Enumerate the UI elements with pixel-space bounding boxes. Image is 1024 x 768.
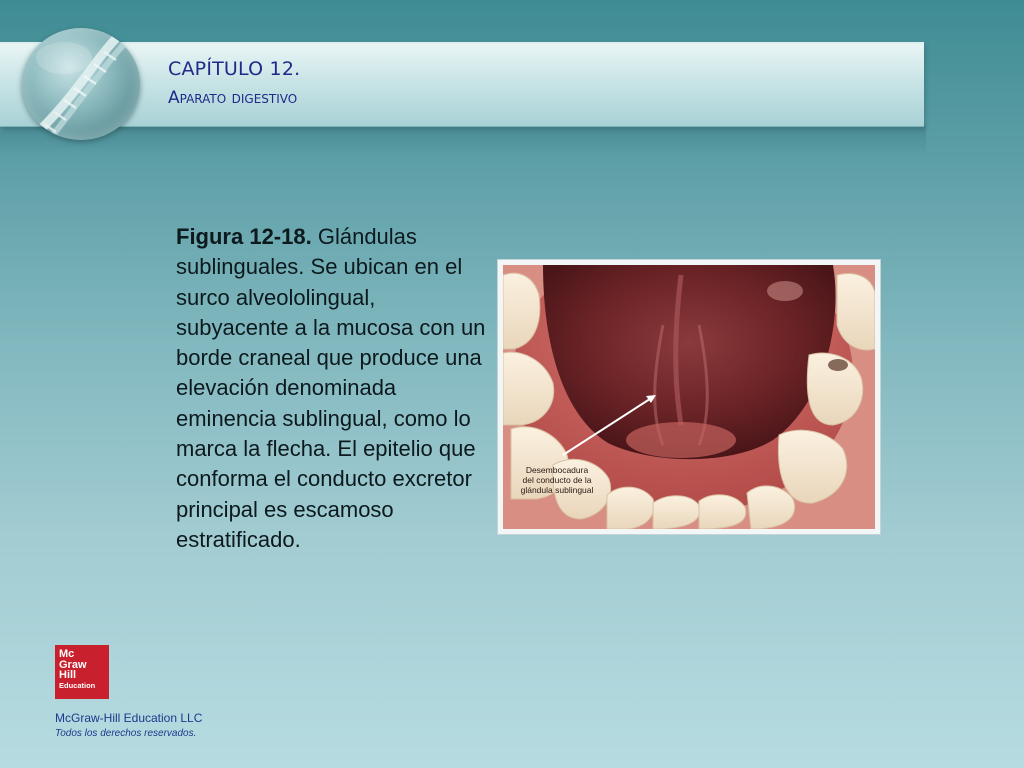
dna-globe-icon: [22, 28, 140, 140]
chapter-title: CAPÍTULO 12.: [168, 58, 301, 80]
figure-caption: [176, 222, 486, 555]
logo-line-1: Mc: [59, 648, 75, 660]
footer-rights: Todos los derechos reservados.: [55, 728, 197, 739]
photo-annotation-line-1: Desembocadura: [525, 465, 589, 475]
figure-description: Glándulas sublinguales. Se ubican en el surco alveololingual, subyacente a la mucosa con un borde craneal que produce una elevación denominada eminencia sublingual, como lo marca la flecha. El epitelio que conforma el conducto excretor principal es escamoso estratificado.: [176, 224, 486, 552]
logo-line-2: Graw: [59, 658, 87, 671]
mcgraw-hill-logo: [55, 645, 109, 699]
figure-number: Figura 12-18.: [176, 224, 312, 249]
photo-annotation: [507, 465, 607, 495]
photo-annotation-line-2: del conducto de la: [522, 475, 592, 485]
footer-company: McGraw-Hill Education LLC: [55, 711, 203, 725]
logo-line-3: Hill: [59, 669, 77, 681]
photo-annotation-line-3: glándula sublingual: [520, 485, 594, 495]
logo-line-4: Education: [59, 680, 96, 690]
chapter-subtitle: Aparato digestivo: [168, 88, 298, 108]
